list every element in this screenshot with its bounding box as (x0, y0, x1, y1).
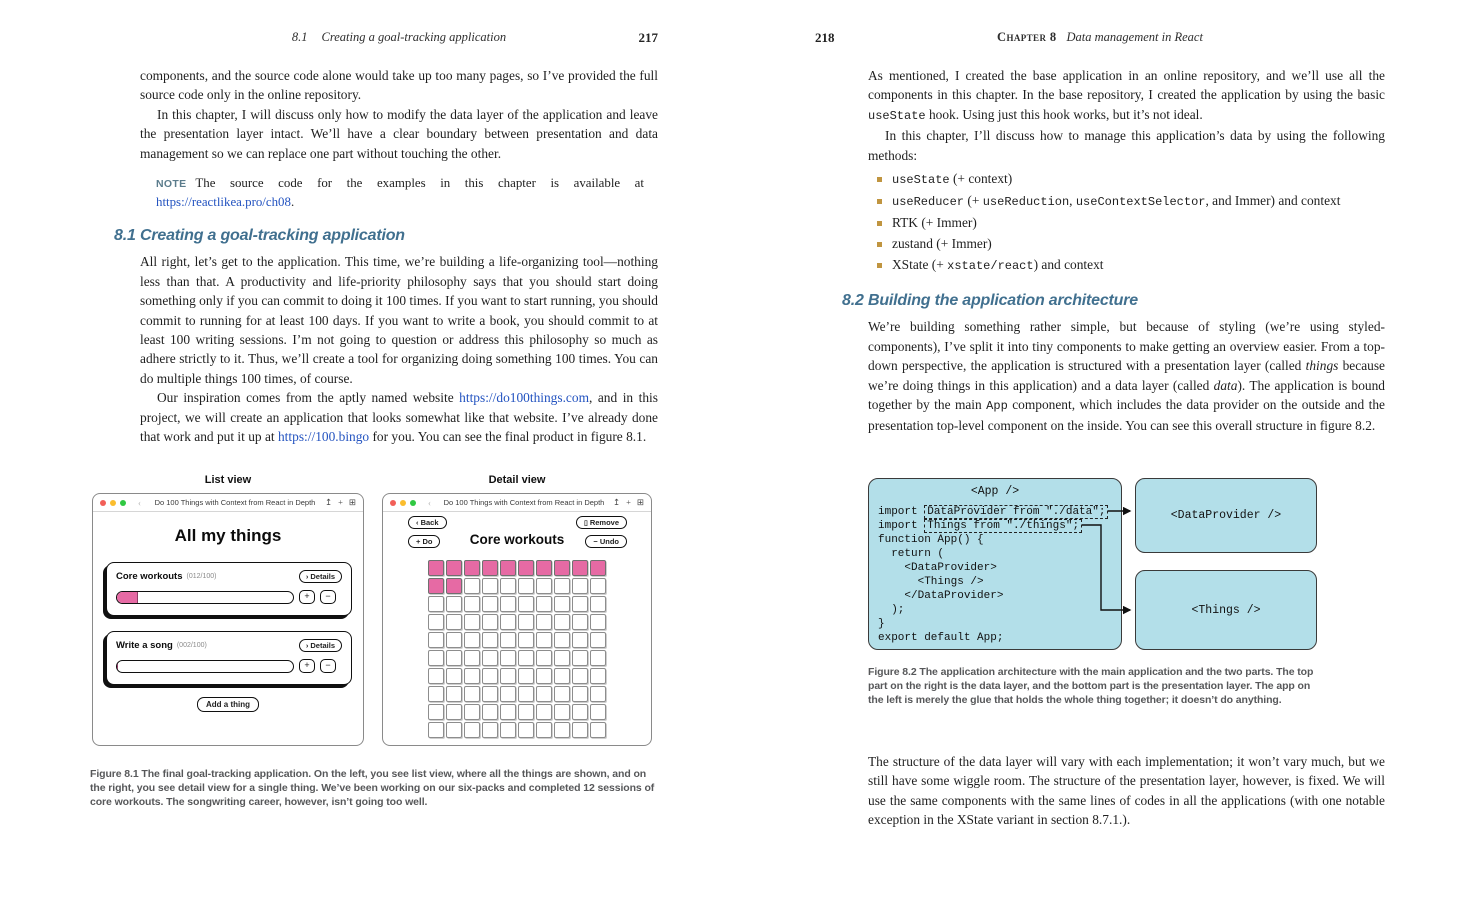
grid-cell[interactable] (428, 578, 444, 594)
increment-button[interactable]: + (299, 590, 315, 604)
grid-cell[interactable] (536, 704, 552, 720)
grid-cell[interactable] (536, 578, 552, 594)
details-button[interactable]: › Details (299, 639, 342, 652)
grid-cell[interactable] (536, 650, 552, 666)
grid-cell[interactable] (464, 722, 480, 738)
grid-cell[interactable] (536, 686, 552, 702)
list-item: XState (+ xstate/react) and context (892, 255, 1385, 276)
grid-cell[interactable] (464, 686, 480, 702)
grid-cell[interactable] (482, 596, 498, 612)
figure-label-list-view: List view (204, 474, 252, 486)
figure-8-1-caption: Figure 8.1 The final goal-tracking application. On the left, you see list view, where all the things are shown, and on the right, you see detail view for a single thing. We’ve been working on our six-packs and completed 12 sessions of core workouts. The songwriting career, however, isn’t going too well. (90, 768, 655, 808)
browser-titlebar (383, 494, 651, 512)
running-head-section-number: 8.1 (291, 30, 308, 44)
grid-cell[interactable] (536, 560, 552, 576)
grid-cell[interactable] (428, 668, 444, 684)
grid-cell[interactable] (536, 614, 552, 630)
grid-cell[interactable] (500, 686, 516, 702)
figure-8-2-caption: Figure 8.2 The application architecture with the main application and the two parts. The top part on the right is the data layer, and the bottom part is the presentation layer. The app on the left is merely the glue that holds the whole thing together; it doesn’t do anything. (868, 666, 1314, 706)
progress-bar (116, 591, 294, 604)
running-head-section-title: Creating a goal-tracking application (321, 30, 507, 44)
grid-cell[interactable] (572, 578, 588, 594)
progress-grid (428, 560, 606, 738)
grid-cell[interactable] (482, 578, 498, 594)
grid-cell[interactable] (590, 704, 606, 720)
grid-cell[interactable] (518, 704, 534, 720)
grid-cell[interactable] (482, 686, 498, 702)
grid-cell[interactable] (464, 596, 480, 612)
grid-cell[interactable] (464, 632, 480, 648)
do-button[interactable]: + Do (408, 535, 440, 548)
grid-cell[interactable] (518, 686, 534, 702)
details-button[interactable]: › Details (299, 570, 342, 583)
app-component-box (868, 478, 1122, 650)
book-page-left (0, 0, 736, 920)
grid-cell[interactable] (554, 632, 570, 648)
browser-window-title: Do 100 Things with Context from React in Depth (443, 498, 605, 507)
section-title: Creating a goal-tracking application (140, 227, 405, 245)
grid-cell[interactable] (482, 668, 498, 684)
grid-cell[interactable] (428, 686, 444, 702)
grid-cell[interactable] (554, 704, 570, 720)
section-number: 8.1 (114, 227, 136, 245)
running-head (140, 30, 658, 45)
grid-cell[interactable] (446, 704, 462, 720)
grid-cell[interactable] (482, 650, 498, 666)
thing-progress-label: (002/100) (176, 642, 207, 649)
methods-bullet-list (868, 169, 1385, 276)
grid-cell[interactable] (446, 686, 462, 702)
grid-cell[interactable] (482, 614, 498, 630)
grid-cell[interactable] (428, 632, 444, 648)
body-text-column (842, 66, 1385, 436)
grid-cell[interactable] (428, 596, 444, 612)
hyperlink[interactable]: https://100.bingo (277, 429, 370, 445)
thing-name: Write a song (116, 640, 173, 651)
hyperlink[interactable]: https://do100things.com (459, 390, 589, 406)
running-head-title (815, 30, 1385, 45)
grid-cell[interactable] (536, 668, 552, 684)
grid-cell[interactable] (446, 722, 462, 738)
app-box-title: <App /> (970, 485, 1020, 498)
paragraph: All right, let’s get to the application. This time, we’re building a life-organizing tool—nothing less than that. A productivity and life-priority philosophy says that you should start doing something only if you can commit to doing it 100 times. If you want to start running, you should commit to running for at least 100 days. If you want to write a book, you should commit to at least 100 writing sessions. I’m not going to question or address this philosophy so much as adhere strictly to it. Thus, we’ll create a tool for organizing doing something 100 times. You can do multiple things 100 times, of course. (140, 254, 658, 386)
close-window-icon[interactable] (100, 500, 106, 506)
grid-cell[interactable] (500, 668, 516, 684)
grid-cell[interactable] (572, 614, 588, 630)
browser-back-icon[interactable]: ‹ (428, 497, 431, 508)
grid-cell[interactable] (500, 632, 516, 648)
list-item: useState (+ context) (892, 169, 1385, 190)
thing-name: Core workouts (116, 571, 183, 582)
grid-cell[interactable] (554, 722, 570, 738)
grid-cell[interactable] (536, 596, 552, 612)
grid-cell[interactable] (500, 578, 516, 594)
grid-cell[interactable] (572, 596, 588, 612)
grid-cell[interactable] (428, 614, 444, 630)
grid-cell[interactable] (446, 560, 462, 576)
new-tab-icon[interactable]: + (626, 497, 631, 507)
grid-cell[interactable] (446, 668, 462, 684)
grid-cell[interactable] (572, 650, 588, 666)
grid-cell[interactable] (464, 704, 480, 720)
new-tab-icon[interactable]: + (338, 497, 343, 507)
trash-icon: ▯ (583, 520, 588, 527)
paragraph: We’re building something rather simple, but because of styling (we’re using styled-components), I’ve split it into tiny components to make getting an overview easier. From a top-down perspective, the application is structured with a presentation layer (called things because we’re doing things in this application) and a data layer (called data). The application is bound together by the main App component, which includes the data provider on the outside and the presentation top-level component on the inside. You can see this overall structure in figure 8.2. (868, 319, 1385, 434)
grid-cell[interactable] (590, 722, 606, 738)
body-text-column (114, 66, 658, 447)
back-button[interactable]: ‹ Back (408, 516, 447, 529)
grid-cell[interactable] (518, 596, 534, 612)
minimize-window-icon[interactable] (400, 500, 406, 506)
grid-cell[interactable] (518, 722, 534, 738)
browser-window-detail-view (382, 493, 652, 746)
paragraph: The structure of the data layer will vary with each implementation; it won’t vary much, but we still have some wiggle room. The structure of the presentation layer, however, is fixed. We will use the same components with the same lines of codes in all the applications (with one notable exception in the XState variant in section 8.7.1.). (868, 754, 1385, 828)
grid-cell[interactable] (482, 722, 498, 738)
things-box: <Things /> (1135, 570, 1317, 650)
grid-cell[interactable] (572, 668, 588, 684)
thing-card (106, 562, 352, 616)
grid-cell[interactable] (590, 560, 606, 576)
grid-cell[interactable] (446, 632, 462, 648)
zoom-window-icon[interactable] (410, 500, 416, 506)
grid-cell[interactable] (518, 578, 534, 594)
increment-button[interactable]: + (299, 659, 315, 673)
grid-cell[interactable] (482, 632, 498, 648)
grid-cell[interactable] (446, 578, 462, 594)
grid-cell[interactable] (590, 614, 606, 630)
grid-cell[interactable] (536, 632, 552, 648)
undo-button[interactable]: − Undo (585, 535, 627, 548)
grid-cell[interactable] (554, 668, 570, 684)
grid-cell[interactable] (464, 650, 480, 666)
grid-cell[interactable] (500, 722, 516, 738)
section-heading-8-2 (842, 291, 1385, 310)
grid-cell[interactable] (518, 668, 534, 684)
list-item: useReducer (+ useReduction, useContextSelector, and Immer) and context (892, 191, 1385, 212)
grid-cell[interactable] (482, 560, 498, 576)
book-page-right (737, 0, 1473, 920)
paragraph: Our inspiration comes from the aptly named website https://do100things.com, and in this project, we will create an application that looks somewhat like that website. I’ve already done that work and put it up at https://100.bingo for you. You can see the final product in figure 8.1. (140, 390, 658, 445)
figure-8-1 (0, 474, 736, 754)
grid-cell[interactable] (446, 650, 462, 666)
grid-cell[interactable] (554, 686, 570, 702)
add-thing-button[interactable]: Add a thing (197, 697, 259, 712)
grid-cell[interactable] (464, 560, 480, 576)
progress-fill (117, 592, 138, 603)
grid-cell[interactable] (446, 614, 462, 630)
grid-cell[interactable] (572, 704, 588, 720)
note-label: NOTE (156, 178, 187, 191)
code-block: import DataProvider from "./data"; import Things from "./things"; function App() { return ( <DataProvider> <Things /> </DataProvider> ); } export default App; (878, 505, 1108, 645)
grid-cell[interactable] (464, 614, 480, 630)
browser-titlebar (93, 494, 363, 512)
grid-cell[interactable] (590, 596, 606, 612)
grid-cell[interactable] (518, 632, 534, 648)
grid-cell[interactable] (500, 650, 516, 666)
list-item: RTK (+ Immer) (892, 213, 1385, 233)
figure-label-detail-view: Detail view (488, 474, 546, 486)
close-window-icon[interactable] (390, 500, 396, 506)
running-head-chapter: Chapter 8 (997, 30, 1057, 44)
decrement-button[interactable]: − (320, 590, 336, 604)
grid-cell[interactable] (554, 596, 570, 612)
grid-cell[interactable] (500, 614, 516, 630)
remove-button[interactable]: ▯ Remove (576, 516, 627, 529)
share-icon[interactable]: ↥ (612, 497, 621, 507)
app-heading: All my things (174, 526, 282, 545)
grid-cell[interactable] (428, 722, 444, 738)
grid-cell[interactable] (572, 722, 588, 738)
grid-cell[interactable] (482, 704, 498, 720)
section-title: Building the application architecture (868, 292, 1138, 310)
hyperlink[interactable]: https://reactlikea.pro/ch08 (156, 194, 291, 209)
browser-window-list-view (92, 493, 364, 746)
running-head-title (140, 30, 658, 45)
detail-heading: Core workouts (469, 532, 565, 547)
browser-back-icon[interactable]: ‹ (138, 497, 141, 508)
grid-cell[interactable] (464, 578, 480, 594)
grid-cell[interactable] (446, 596, 462, 612)
tabs-overview-icon[interactable]: ⊞ (636, 497, 644, 507)
grid-cell[interactable] (500, 560, 516, 576)
running-head-chapter-title: Data management in React (1066, 30, 1203, 44)
grid-cell[interactable] (500, 596, 516, 612)
note-block (156, 175, 644, 211)
grid-cell[interactable] (554, 614, 570, 630)
grid-cell[interactable] (464, 668, 480, 684)
grid-cell[interactable] (428, 704, 444, 720)
grid-cell[interactable] (590, 668, 606, 684)
grid-cell[interactable] (554, 650, 570, 666)
grid-cell[interactable] (428, 560, 444, 576)
grid-cell[interactable] (590, 632, 606, 648)
grid-cell[interactable] (536, 722, 552, 738)
grid-cell[interactable] (500, 704, 516, 720)
paragraph: components, and the source code alone would take up too many pages, so I’ve provided the full source code only in the online repository. (140, 68, 658, 103)
share-icon[interactable]: ↥ (324, 497, 333, 507)
browser-window-title: Do 100 Things with Context from React in Depth (154, 498, 316, 507)
grid-cell[interactable] (572, 686, 588, 702)
grid-cell[interactable] (572, 632, 588, 648)
grid-cell[interactable] (518, 650, 534, 666)
progress-fill (117, 661, 118, 672)
grid-cell[interactable] (554, 560, 570, 576)
figure-8-2 (868, 478, 1328, 654)
section-number: 8.2 (842, 292, 864, 310)
minimize-window-icon[interactable] (110, 500, 116, 506)
page-number: 218 (815, 30, 835, 45)
progress-bar (116, 660, 294, 673)
grid-cell[interactable] (590, 686, 606, 702)
grid-cell[interactable] (572, 560, 588, 576)
dataprovider-box: <DataProvider /> (1135, 478, 1317, 553)
thing-progress-label: (012/100) (186, 573, 217, 580)
decrement-button[interactable]: − (320, 659, 336, 673)
list-item: zustand (+ Immer) (892, 234, 1385, 254)
paragraph: In this chapter, I’ll discuss how to manage this application’s data by using the following methods: (868, 128, 1385, 163)
paragraph: In this chapter, I will discuss only how to modify the data layer of the application and leave the presentation layer intact. We’ll have a clear boundary between presentation and data management so we can replace one part without touching the other. (140, 106, 658, 161)
section-heading-8-1 (114, 226, 658, 245)
grid-cell[interactable] (590, 650, 606, 666)
grid-cell[interactable] (554, 578, 570, 594)
grid-cell[interactable] (590, 578, 606, 594)
thing-card (106, 631, 352, 685)
tabs-overview-icon[interactable]: ⊞ (348, 497, 356, 507)
page-number: 217 (638, 30, 658, 45)
note-text: The source code for the examples in this chapter is available at https://reactlikea.pro/ch08. (156, 176, 644, 209)
grid-cell[interactable] (518, 614, 534, 630)
running-head (815, 30, 1385, 45)
grid-cell[interactable] (518, 560, 534, 576)
paragraph: As mentioned, I created the base application in an online repository, and we’ll use all the components in this chapter. In the base repository, I created the application by using the basic useState hook. Using just this hook works, but it’s not ideal. (868, 68, 1385, 123)
grid-cell[interactable] (428, 650, 444, 666)
zoom-window-icon[interactable] (120, 500, 126, 506)
